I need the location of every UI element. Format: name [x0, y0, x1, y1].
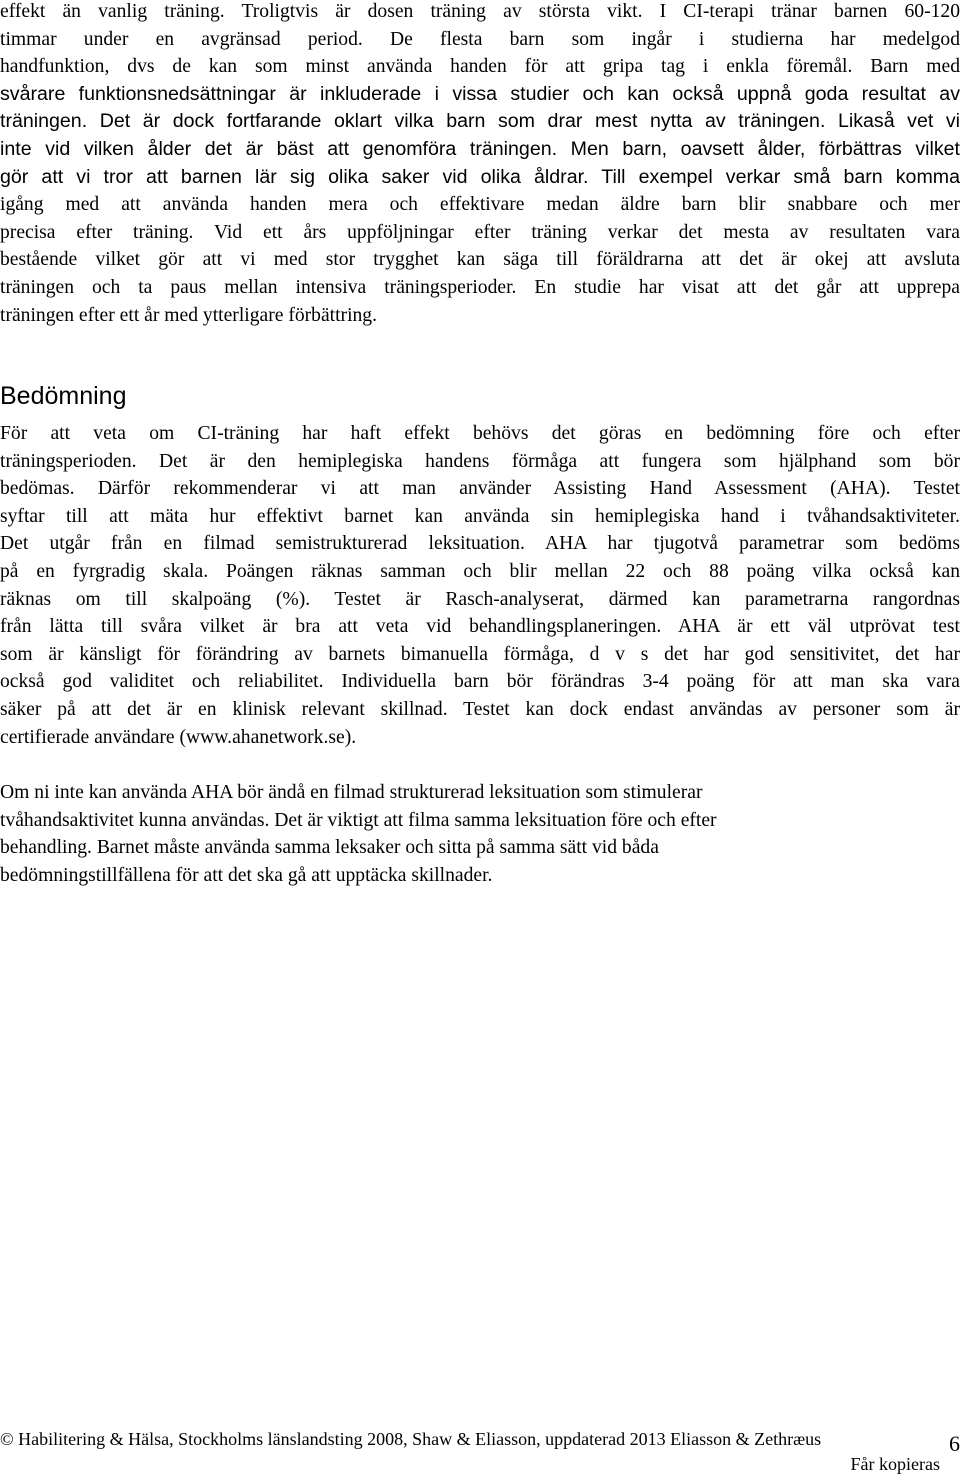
footer-copy-notice: Får kopieras [850, 1454, 940, 1474]
text-line: träningen. Det är dock fortfarande oklart vilka barn som drar mest nytta av träningen. Likaså vet vi [0, 110, 960, 133]
page-number: 6 [949, 1431, 960, 1456]
paragraph-alternative-assessment [0, 779, 960, 889]
text-line: Om ni inte kan använda AHA bör ändå en filmad strukturerad leksituation som stimulerar [0, 782, 703, 803]
paragraph-assessment [0, 420, 960, 751]
text-line: effekt än vanlig träning. Troligtvis är dosen träning av största vikt. I CI-terapi tränar barnen 60-120 [0, 1, 960, 22]
text-line: säker på att det är en klinisk relevant skillnad. Testet kan dock endast användas av personer som är [0, 698, 960, 720]
text-line: träningsperioden. Det är den hemiplegiska handens förmåga att fungera som hjälphand som bör [0, 450, 960, 472]
section-heading: Bedömning [0, 382, 127, 410]
text-line: svårare funktionsnedsättningar är inkluderade i vissa studier och kan också uppnå goda resultat av [0, 82, 960, 105]
text-line: träningen och ta paus mellan intensiva träningsperioder. En studie har visat att det går att upprepa [0, 276, 960, 298]
text-line: precisa efter träning. Vid ett års uppföljningar efter träning verkar det mesta av resultaten vara [0, 221, 960, 243]
text-line: också god validitet och reliabilitet. Individuella barn bör förändras 3-4 poäng för att man ska vara [0, 671, 960, 693]
text-line: timmar under en avgränsad period. De flesta barn som ingår i studierna har medelgod [0, 28, 960, 50]
paragraph-training-results [0, 0, 960, 329]
text-line: som är känsligt för förändring av barnets bimanuella förmåga, d v s det har god sensitivitet, det har [0, 643, 960, 665]
footer-copyright: © Habilitering & Hälsa, Stockholms länslandsting 2008, Shaw & Eliasson, uppdaterad 2013 Eliasson & Zethræus [0, 1429, 822, 1449]
text-line: handfunktion, dvs de kan som minst använda handen för att gripa tag i enkla föremål. Barn med [0, 56, 960, 78]
text-line: bestående vilket gör att vi med stor trygghet kan säga till föräldrarna att det är okej att avsluta [0, 249, 960, 271]
text-line: syftar till att mäta hur effektivt barnet kan använda sin hemiplegiska hand i tvåhandsaktiviteter. [0, 505, 960, 527]
text-line: tvåhandsaktivitet kunna användas. Det är viktigt att filma samma leksituation före och efter [0, 809, 717, 831]
text-line: igång med att använda handen mera och effektivare medan äldre barn blir snabbare och mer [0, 194, 960, 216]
text-line: räknas om till skalpoäng (%). Testet är Rasch-analyserat, därmed kan parametrarna rangordnas [0, 588, 960, 610]
text-line: från lätta till svåra vilket är bra att veta vid behandlingsplaneringen. AHA är ett väl utprövat test [0, 616, 960, 638]
text-line: Det utgår från en filmad semistrukturerad leksituation. AHA har tjugotvå parametrar som bedöms [0, 533, 960, 555]
text-line: bedömningstillfällena för att det ska gå att upptäcka skillnader. [0, 864, 493, 886]
text-line: För att veta om CI-träning har haft effekt behövs det göras en bedömning före och efter [0, 423, 960, 444]
text-line: gör att vi tror att barnen lär sig olika saker vid olika åldrar. Till exempel verkar små barn komma [0, 165, 960, 188]
text-line: certifierade användare (www.ahanetwork.se). [0, 726, 357, 748]
text-line: träningen efter ett år med ytterligare förbättring. [0, 304, 378, 326]
text-line: på en fyrgradig skala. Poängen räknas samman och blir mellan 22 och 88 poäng vilka också kan [0, 560, 960, 582]
text-line: bedömas. Därför rekommenderar vi att man använder Assisting Hand Assessment (AHA). Testet [0, 478, 960, 500]
text-line: inte vid vilken ålder det är bäst att genomföra träningen. Men barn, oavsett ålder, förbättras vilket [0, 137, 960, 160]
text-line: behandling. Barnet måste använda samma leksaker och sitta på samma sätt vid båda [0, 837, 659, 859]
